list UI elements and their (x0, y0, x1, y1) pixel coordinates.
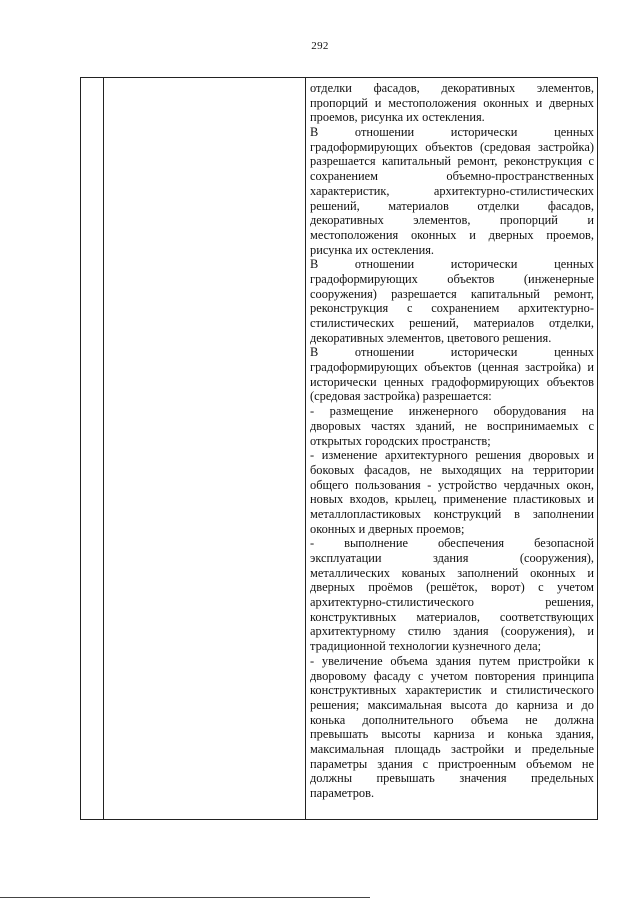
text-line: проемов, рисунка их остекления. (310, 110, 485, 125)
text-line: конструктивных материалов, соответствующих (310, 609, 594, 624)
text-line: пропорций и местоположения оконных и дверных (310, 95, 594, 110)
text-line: сохранением объемно-пространственных (310, 169, 594, 184)
text-line: местоположения оконных и дверных проемов, (310, 227, 594, 242)
text-line: градоформирующих объектов (инженерные (310, 271, 594, 286)
text-line: - выполнение обеспечения безопасной (310, 536, 594, 551)
text-line: металлических кованых заполнений оконных и (310, 565, 594, 580)
text-line: отделки фасадов, декоративных элементов, (310, 81, 594, 95)
text-line: эксплуатации здания (сооружения), (310, 551, 594, 565)
text-line: конька дополнительного объема не должна (310, 712, 594, 727)
text-line: должны превышать значения предельных (310, 771, 594, 786)
table-column-divider (103, 78, 104, 819)
text-line: - размещение инженерного оборудования на (310, 404, 594, 419)
text-line: исторически ценных градоформирующих объектов (310, 374, 594, 389)
text-line: боковых фасадов, не выходящих на территории (310, 462, 594, 477)
bottom-rule (0, 897, 370, 898)
text-line: архитектурно-стилистического решения, (310, 595, 594, 610)
text-line: (средовая застройка) разрешается: (310, 389, 492, 404)
text-line: дверных проёмов (решёток, ворот) с учетом (310, 580, 594, 595)
text-line: В отношении исторически ценных (310, 257, 594, 272)
text-line: В отношении исторически ценных (310, 125, 594, 140)
text-line: рисунка их остекления. (310, 242, 435, 257)
text-line: параметров. (310, 786, 375, 800)
text-line: В отношении исторически ценных (310, 345, 594, 360)
text-line: превышать высоты карниза и конька здания, (310, 727, 594, 742)
text-line: архитектурному стилю здания (сооружения), и (310, 624, 594, 639)
text-line: разрешается капитальный ремонт, реконструкция с (310, 154, 594, 169)
text-line: решений, материалов отделки фасадов, (310, 198, 594, 213)
text-line: конструктивных характеристик и стилистического (310, 683, 594, 698)
text-line: стилистических решений, материалов отделки, (310, 316, 594, 330)
text-line: дворовых частях зданий, не воспринимаемых с (310, 418, 594, 433)
text-line: параметры здания с пристроенным объемом не (310, 756, 594, 771)
text-line: открытых городских пространств; (310, 433, 491, 448)
text-line: - увеличение объема здания путем пристройки к (310, 653, 594, 668)
text-line: декоративных элементов, цветового решения. (310, 330, 552, 345)
text-line: декоративных элементов, пропорций и (310, 213, 594, 228)
text-line: сооружения) разрешается капитальный ремонт, (310, 286, 594, 301)
text-line: металлопластиковых конструкций в заполнении (310, 506, 594, 521)
text-line: максимальная площадь застройки и предельные (310, 741, 594, 756)
text-line: дворовому фасаду с учетом повторения принципа (310, 668, 594, 683)
text-line: градоформирующих объектов (средовая застройка) (310, 139, 594, 154)
text-line: реконструкция с сохранением архитектурно- (310, 301, 594, 316)
table-cell-text (310, 81, 594, 801)
text-line: - изменение архитектурного решения дворовых и (310, 448, 594, 463)
page-number: 292 (311, 40, 329, 52)
document-table (80, 77, 598, 820)
text-line: общего пользования - устройство чердачных окон, (310, 477, 594, 492)
text-line: оконных и дверных проемов; (310, 521, 465, 536)
table-column-divider (305, 78, 306, 819)
text-line: решения; максимальная высота до карниза и до (310, 697, 594, 712)
text-line: новых входов, крылец, применение пластиковых и (310, 492, 594, 507)
text-line: характеристик, архитектурно-стилистических (310, 183, 594, 198)
text-line: градоформирующих объектов (ценная застройка) и (310, 360, 594, 375)
text-line: традиционной технологии кузнечного дела; (310, 639, 542, 654)
